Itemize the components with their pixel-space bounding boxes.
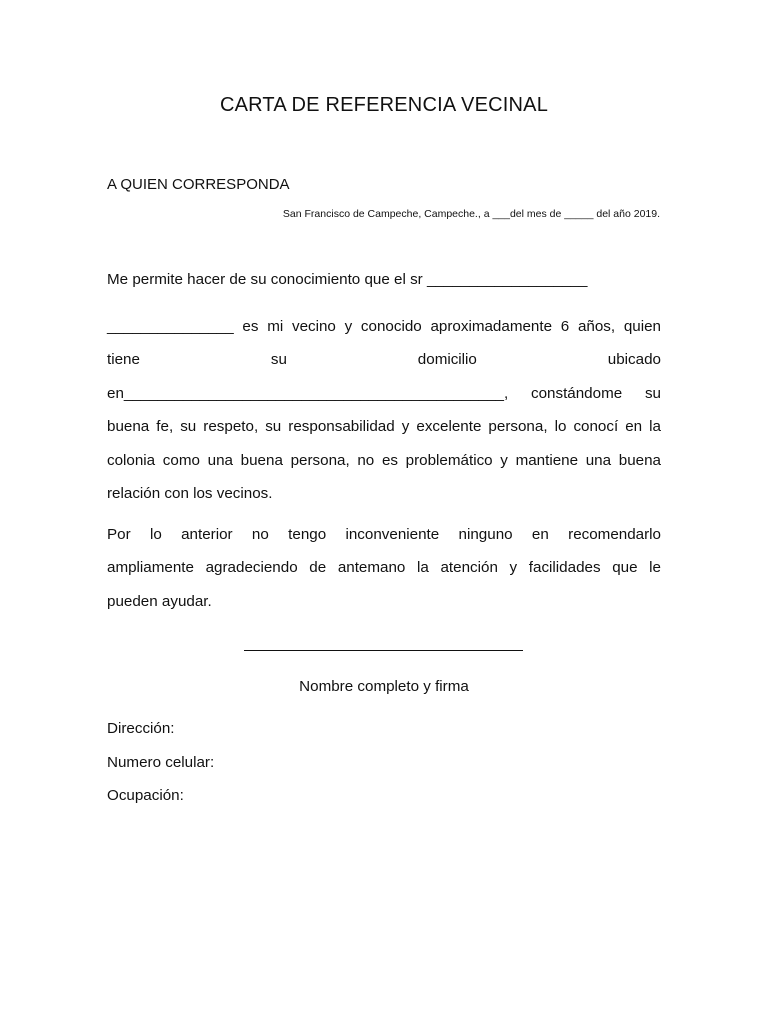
paragraph-line: _______________ es mi vecino y conocido aproximadamente 6 años, quien [107, 318, 661, 335]
paragraph-line: buena fe, su respeto, su responsabilidad y excelente persona, lo conocí en la [107, 418, 661, 436]
paragraph-line: ampliamente agradeciendo de antemano la atención y facilidades que le [107, 559, 661, 577]
occupation-label: Ocupación: [107, 787, 184, 804]
paragraph-line: Por lo anterior no tengo inconveniente ninguno en recomendarlo [107, 526, 661, 543]
paragraph-line: en_____________________________________________, constándome su [107, 384, 661, 402]
paragraph-line: pueden ayudar. [107, 592, 212, 610]
address-label: Dirección: [107, 720, 175, 737]
signature-line [244, 650, 523, 651]
place-date-line: San Francisco de Campeche, Campeche., a ___del mes de _____ del año 2019. [282, 208, 660, 220]
paragraph-recommendation [107, 518, 661, 618]
phone-label: Numero celular: [107, 754, 215, 771]
paragraph-line: relación con los vecinos. [107, 485, 273, 503]
paragraph-reference [107, 310, 661, 510]
paragraph-line: colonia como una buena persona, no es problemático y mantiene una buena [107, 451, 661, 469]
document-title: CARTA DE REFERENCIA VECINAL [219, 94, 549, 116]
signature-label: Nombre completo y firma [299, 678, 469, 695]
paragraph-line: tiene su domicilio ubicado [107, 351, 661, 369]
intro-line: Me permite hacer de su conocimiento que el sr ___________________ [107, 271, 588, 288]
recipient-line: A QUIEN CORRESPONDA [107, 176, 290, 193]
